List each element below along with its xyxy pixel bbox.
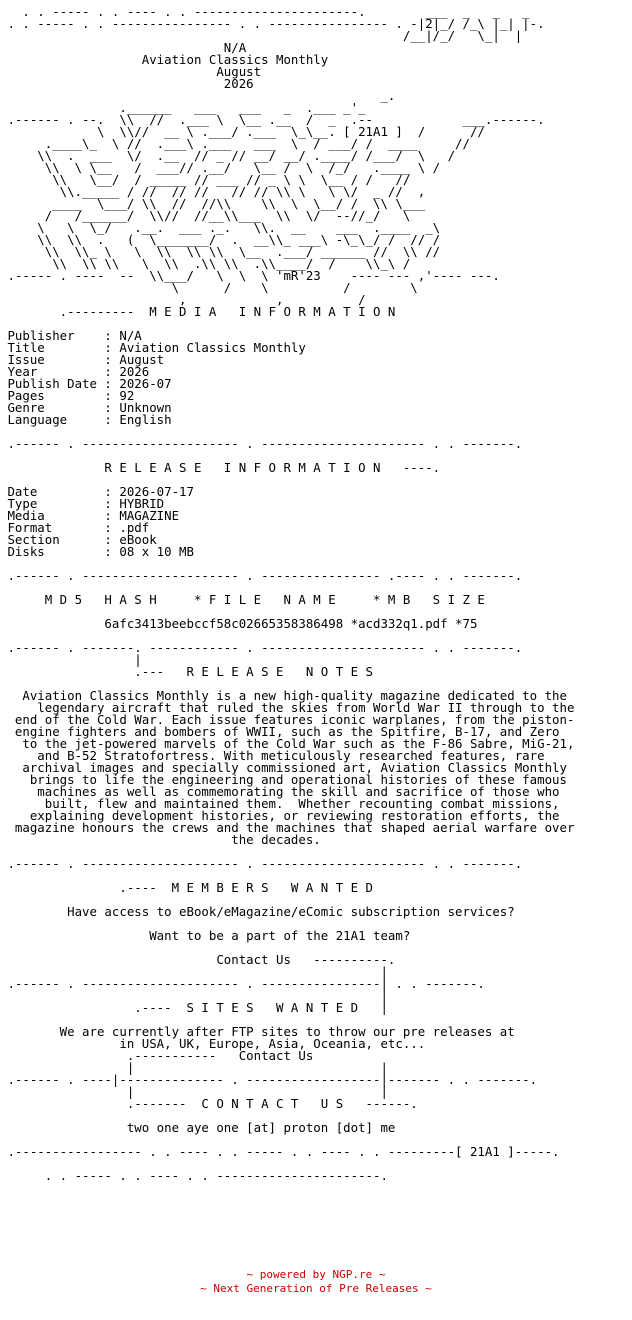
footer-credits (0, 1268, 632, 1296)
powered-by-link[interactable]: ~ powered by NGP.re ~ (246, 1268, 386, 1281)
tagline-link[interactable]: ~ Next Generation of Pre Releases ~ (200, 1282, 432, 1295)
nfo-document: . . ----- . . ---- . . ----------------------. ___ _ _ _ . . ----- . . ---------------- . . ---------------- . -|2|_/ /_\ |_| |-. /__|/_/ \_| | N/A Aviation Classics Monthly August 2026 _. .______ ___ ___ _ .___ _'_ .------ . --. \\ // .___ \ \__ .__ / _ .-- ___.------. \ \\// __ \ .___/ .___ \_\__. [ 21A1 ] / // .____\_ \ // .___\ .___ ___ \ / ___/ / ____ // \\ . ___ \/ .__ // _ // __/ __/ .____/ /___/ \ / \\ \ \__ / ___// .__/ \__ / \ /_/ .____ \ / \\ \__/ / _____ // ___ // _ \ \ \__ / / // \\._____ / // // // // // \\ \ \ \/ _ // , ____ \___/ \\ // //\\ \\ \ \__/ / \\ \___ / /______/ \\// //__\\___ \\ \/ --//_/ \ \ \ \_/ .__. ___ ._. \\. __ ___ .____ _\ \\ \\ . ( \_______/ . __\\_ ___\ -\_\_/ / // / \\ \\_ \ \ \\ \\ \\ \__ .___/ ______ // \\ // \\ \\ \\ \ \\ .\\ \\ .\\____/ / \\_\ / .----- . ---- -- \\___/ \ \ \ 'mR'23 ---- --- ,'---- ---. \ / \ / \ , , / .--------- M E D I A I N F O R M A T I O N Publisher : N/A Title : Aviation Classics Monthly Issue : August Year : 2026 Publish Date : 2026-07 Pages : 92 Genre : Unknown Language : English .------ . --------------------- . ---------------------- . . -------. R E L E A S E I N F O R M A T I O N ----. Date : 2026-07-17 Type : HYBRID Media : MAGAZINE Format : .pdf Section : eBook Disks : 08 x 10 MB .------ . --------------------- . ---------------- .---- . . -------. M D 5 H A S H * F I L E N A M E * M B S I Z E 6afc3413beebccf58c02665358386498 *acd332q1.pdf *75 .------ . -------. ------------ . ---------------------- . . -------. | .--- R E L E A S E N O T E S Aviation Classics Monthly is a new high-quality magazine dedicated to the legendary aircraft that ruled the skies from World War II through to the end of the Cold War. Each issue features iconic warplanes, from the piston- engine fighters and bombers of WWII, such as the Spitfire, B-17, and Zero to the jet-powered marvels of the Cold War such as the F-86 Sabre, MiG-21, and B-52 Stratofortress. With meticulously researched features, rare archival images and specially commissioned art, Aviation Classics Monthly brings to life the engineering and operational histories of these famous machines as well as commemorating the skill and sacrifice of those who built, flew and maintained them. Whether recounting combat missions, explaining development histories, or reviewing restoration efforts, the magazine honours the crews and the machines that shaped aerial warfare over the decades. .------ . --------------------- . ---------------------- . . -------. .---- M E M B E R S W A N T E D Have access to eBook/eMagazine/eComic subscription services? Want to be a part of the 21A1 team? Contact Us ----------. | .------ . --------------------- . ----------------| . . -------. | .---- S I T E S W A N T E D | We are currently after FTP sites to throw our pre releases at in USA, UK, Europe, Asia, Oceania, etc... .----------- Contact Us | | .------ . ----|-------------- . ------------------|------- . . -------. | | .------- C O N T A C T U S ------. two one aye one [at] proton [dot] me .----------------- . . ---- . . ----- . . ---- . . ---------[ 21A1 ]-----. . . ----- . . ---- . . ----------------------. (7, 6, 575, 1182)
